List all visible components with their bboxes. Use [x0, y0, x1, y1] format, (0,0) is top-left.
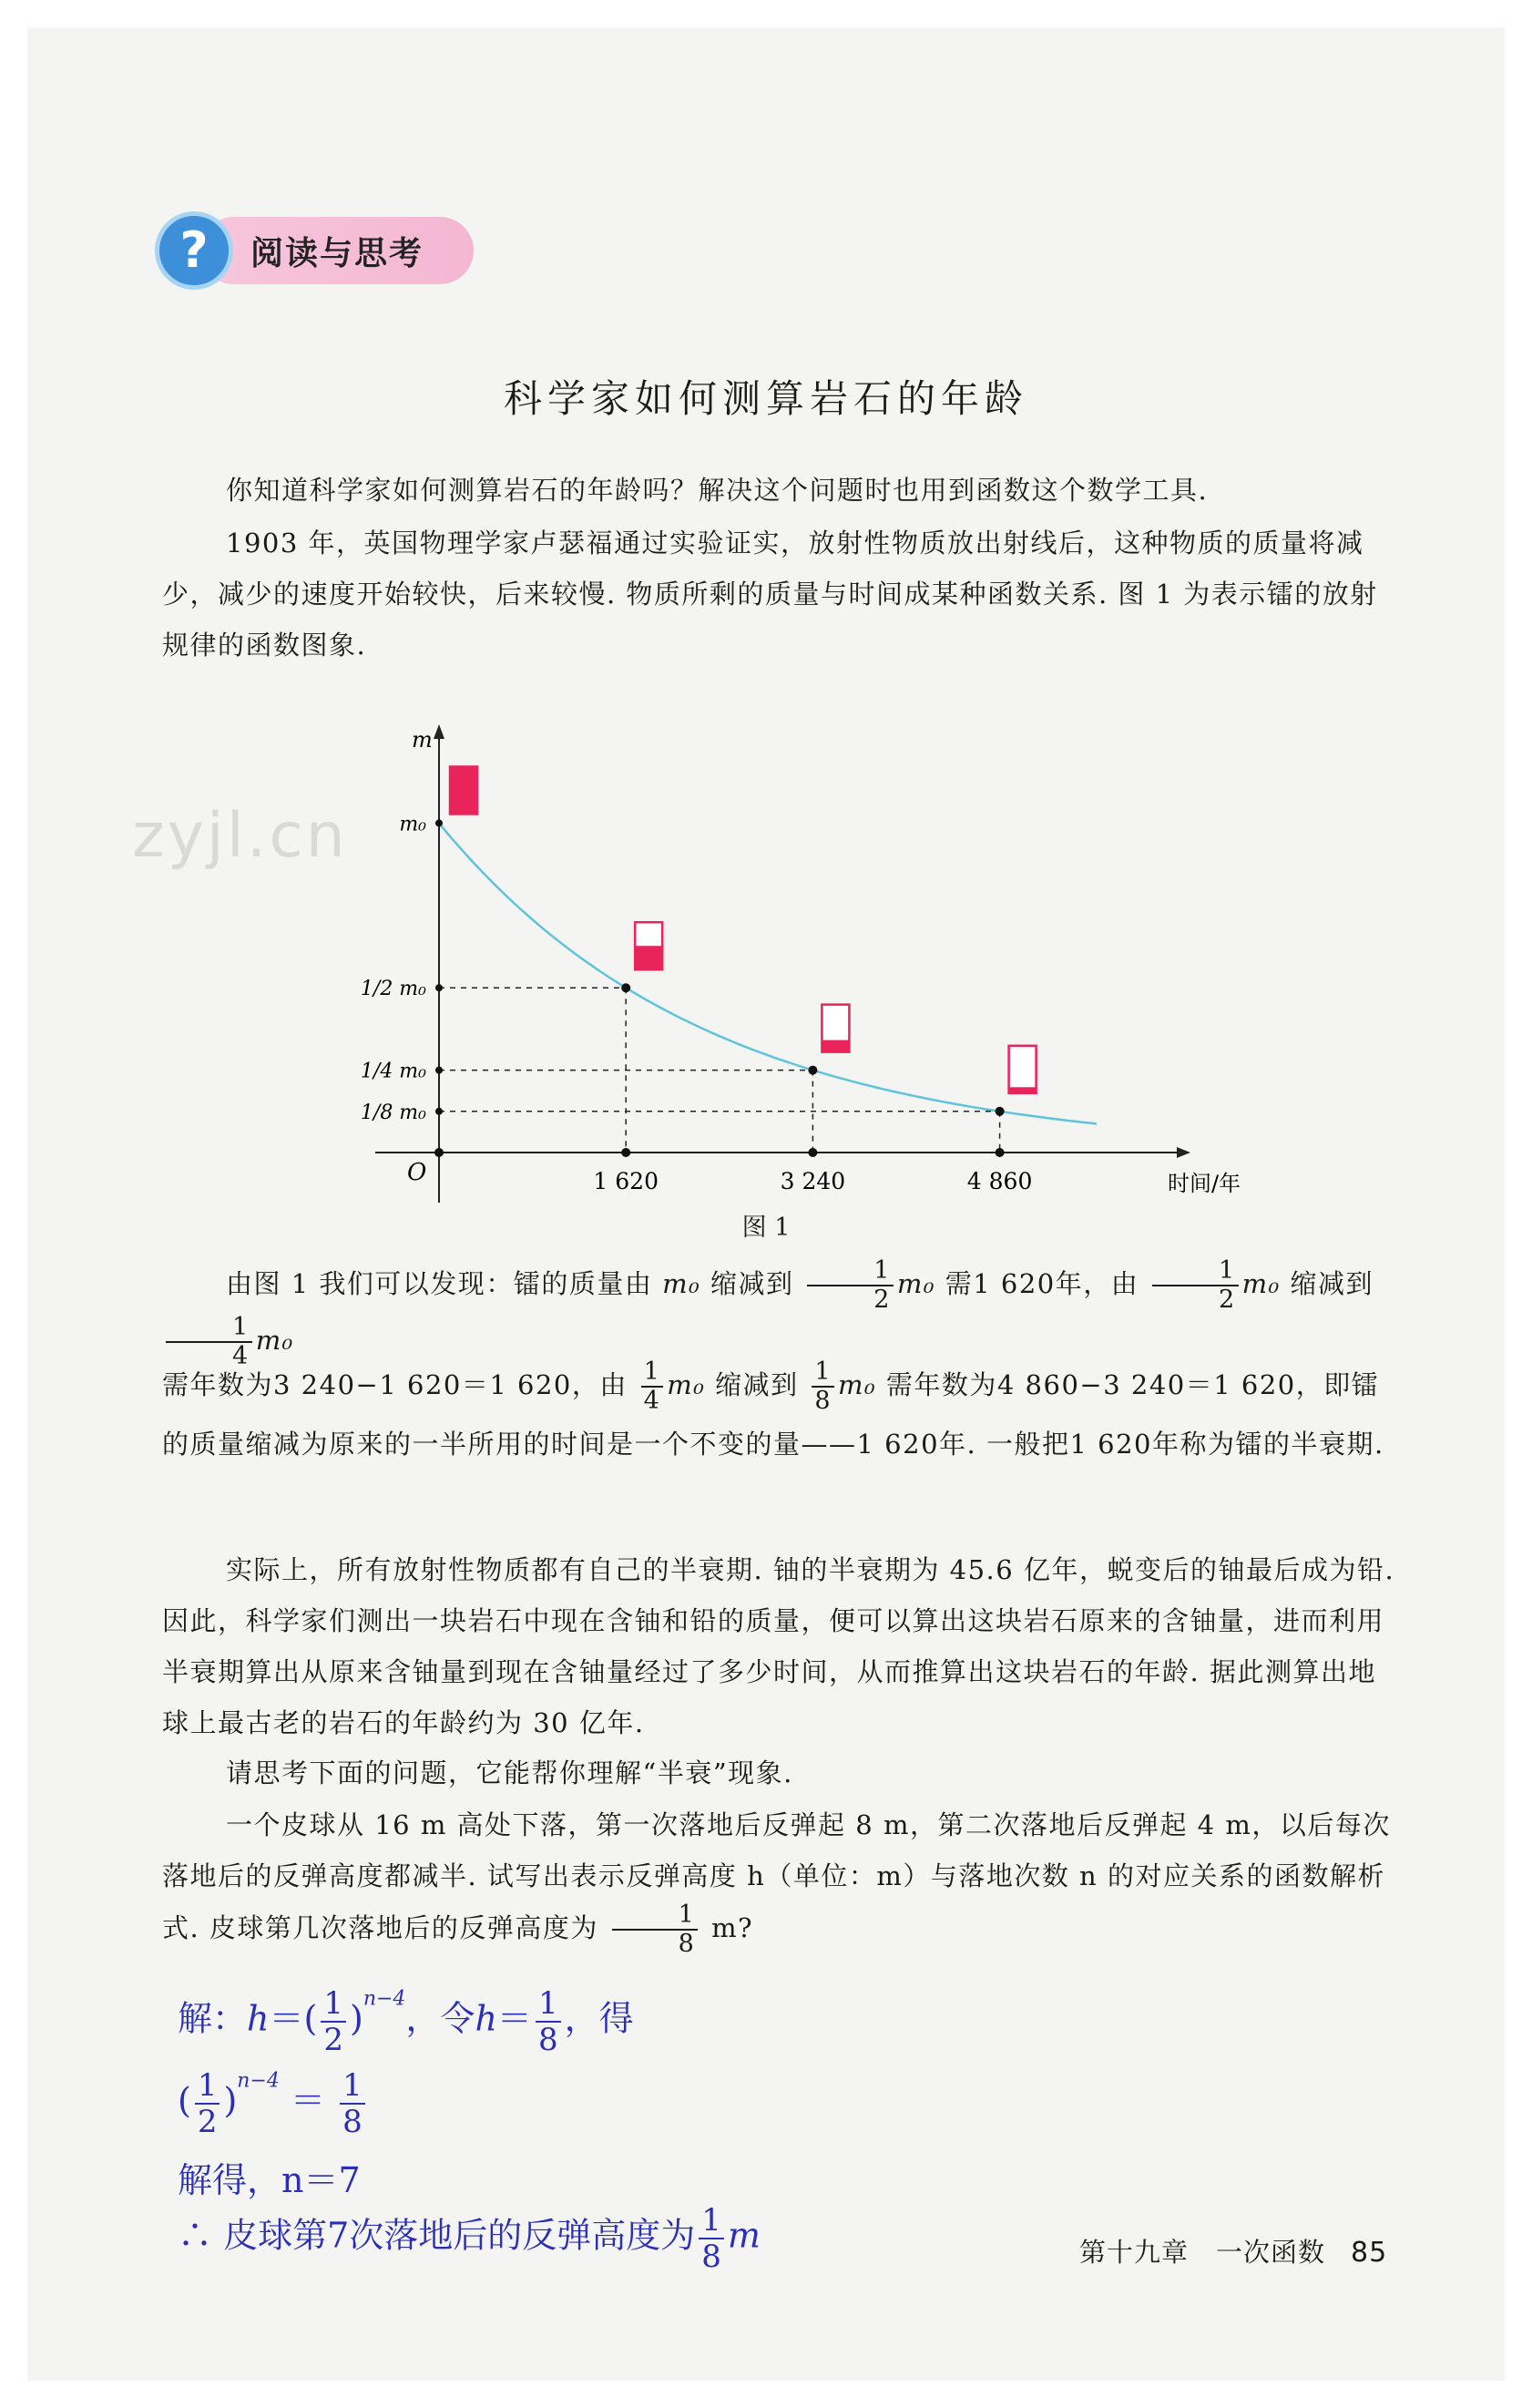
math-m0: m₀	[1241, 1268, 1281, 1299]
math-m0: m₀	[662, 1268, 701, 1299]
fraction-half: $\frac{1}{2}$	[195, 2068, 220, 2139]
data-point	[808, 1066, 817, 1075]
decay-curve	[439, 824, 1097, 1124]
sample-container	[1009, 1046, 1037, 1093]
sample-fill	[822, 1040, 849, 1052]
text-segment: 需年数为4 860−3 240＝1 620，即镭的质量缩减为原来的一半所用的时间是一个不变的量——1 620年. 一般把1 620年称为镭的半衰期.	[162, 1369, 1384, 1460]
sample-fill	[450, 766, 477, 814]
x-axis-arrow	[1177, 1147, 1190, 1158]
fraction-half: $\frac{1}{2}$	[321, 1986, 346, 2057]
x-tick-mark	[621, 1148, 630, 1157]
page-number: 85	[1351, 2237, 1388, 2269]
paragraph-uranium: 实际上，所有放射性物质都有自己的半衰期. 铀的半衰期为 45.6 亿年，蜕变后的铀最后成为铅. 因此，科学家们测出一块岩石中现在含铀和铅的质量，便可以算出这块岩石原来的含铀量，进而利用半衰期算出从原来含铀量到现在含铀量经过了多少时间，从而推算出这块岩石的年龄. 据此测算出地球上最古老的岩石的年龄约为 30 亿年.	[162, 1554, 1395, 1738]
page-title: 科学家如何测算岩石的年龄	[503, 376, 1028, 421]
math-m0: m₀	[255, 1325, 294, 1356]
fraction-quarter: $\frac{1}{4}$	[166, 1314, 252, 1370]
origin-point	[434, 1148, 444, 1157]
text-segment: 缩减到	[710, 1268, 794, 1299]
y-tick-mark	[435, 1067, 443, 1074]
math-m0: m₀	[896, 1268, 935, 1299]
fraction-eighth: $\frac{1}{8}$	[612, 1901, 699, 1958]
math-m0: m₀	[667, 1369, 706, 1400]
fraction-half: $\frac{1}{2}$	[807, 1257, 894, 1314]
page-footer	[1079, 2232, 1387, 2270]
x-tick-label: 1 620	[593, 1168, 659, 1194]
paragraph-ball-problem	[162, 1799, 1396, 1958]
y-axis-arrow	[434, 724, 444, 739]
text-segment: 缩减到	[1290, 1268, 1374, 1299]
text-segment: 需年数为3 240−1 620＝1 620，由	[162, 1369, 628, 1400]
paragraph-halflife	[162, 1356, 1396, 1473]
text-segment: m?	[711, 1912, 754, 1943]
x-tick-mark	[996, 1148, 1005, 1157]
text-segment: 一个皮球从 16 m 高处下落，第一次落地后反弹起 8 m，第二次落地后反弹起 4 m，以后每次落地后的反弹高度都减半. 试写出表示反弹高度 h（单位：m）与落地次数 n 的对应关系的函数解析式. 皮球第几次落地后的反弹高度为	[162, 1809, 1391, 1943]
origin-label: O	[407, 1159, 427, 1186]
paragraph-history: 1903 年，英国物理学家卢瑟福通过实验证实，放射性物质放出射线后，这种物质的质量将减少，减少的速度开始较快，后来较慢. 物质所剩的质量与时间成某种函数关系. 图 1 为表示镭的放射规律的函数图象.	[162, 528, 1378, 661]
fraction-half: $\frac{1}{2}$	[1152, 1257, 1239, 1314]
decay-chart	[355, 711, 1241, 1196]
solution-line-4: ∴ 皮球第7次落地后的反弹高度为 $\frac{1}{8}$ m	[178, 2202, 761, 2275]
sample-fill	[1009, 1087, 1037, 1093]
chapter-label: 第十九章 一次函数	[1079, 2237, 1326, 2268]
sample-fill	[635, 946, 662, 969]
solution-line-3: 解得，n＝7	[178, 2160, 361, 2200]
x-tick-label: 3 240	[780, 1168, 846, 1194]
paragraph-question-intro: 请思考下面的问题，它能帮你理解“半衰”现象.	[226, 1757, 793, 1788]
fraction-eighth: $\frac{1}{8}$	[812, 1358, 834, 1415]
x-tick-mark	[808, 1148, 817, 1157]
banner-label: 阅读与思考	[250, 235, 424, 272]
data-point	[996, 1107, 1005, 1116]
y-tick-label: 1/8 m₀	[360, 1101, 426, 1124]
y-tick-label: m₀	[399, 813, 426, 836]
x-axis-label: 时间/年	[1168, 1171, 1241, 1196]
fraction-eighth: $\frac{1}{8}$	[536, 1986, 561, 2057]
paragraph-observation	[162, 1257, 1396, 1370]
question-mark-icon: ?	[155, 211, 233, 290]
y-tick-label: 1/4 m₀	[360, 1060, 426, 1083]
solution-line-2: ( $\frac{1}{2}$ )$^{n-4}$ ＝ $\frac{1}{8}$	[178, 2068, 369, 2139]
figure-caption: 图 1	[741, 1214, 791, 1242]
y-axis-label: m	[412, 727, 433, 753]
text-segment: 缩减到	[715, 1369, 799, 1400]
paragraph-intro: 你知道科学家如何测算岩石的年龄吗？解决这个问题时也用到函数这个数学工具.	[226, 475, 1209, 506]
watermark: zyjl.cn	[132, 800, 348, 872]
y-tick-label: 1/2 m₀	[360, 978, 426, 1001]
y-tick-mark	[435, 819, 443, 826]
fraction-quarter: $\frac{1}{4}$	[641, 1358, 664, 1415]
data-point	[621, 983, 630, 992]
x-tick-label: 4 860	[966, 1168, 1033, 1194]
solution-line-1: 解：h＝( $\frac{1}{2}$ )$^{n-4}$，令h＝ $\frac{1}{8}$ ，得	[178, 1985, 634, 2058]
fraction-eighth: $\frac{1}{8}$	[340, 2068, 365, 2139]
y-tick-mark	[435, 984, 443, 991]
text-segment: 需1 620年，由	[945, 1268, 1139, 1299]
section-banner	[155, 211, 478, 290]
fraction-eighth: $\frac{1}{8}$	[699, 2203, 724, 2274]
text-segment: 由图 1 我们可以发现：镭的质量由	[226, 1268, 653, 1299]
y-tick-mark	[435, 1108, 443, 1115]
math-m0: m₀	[838, 1369, 877, 1400]
